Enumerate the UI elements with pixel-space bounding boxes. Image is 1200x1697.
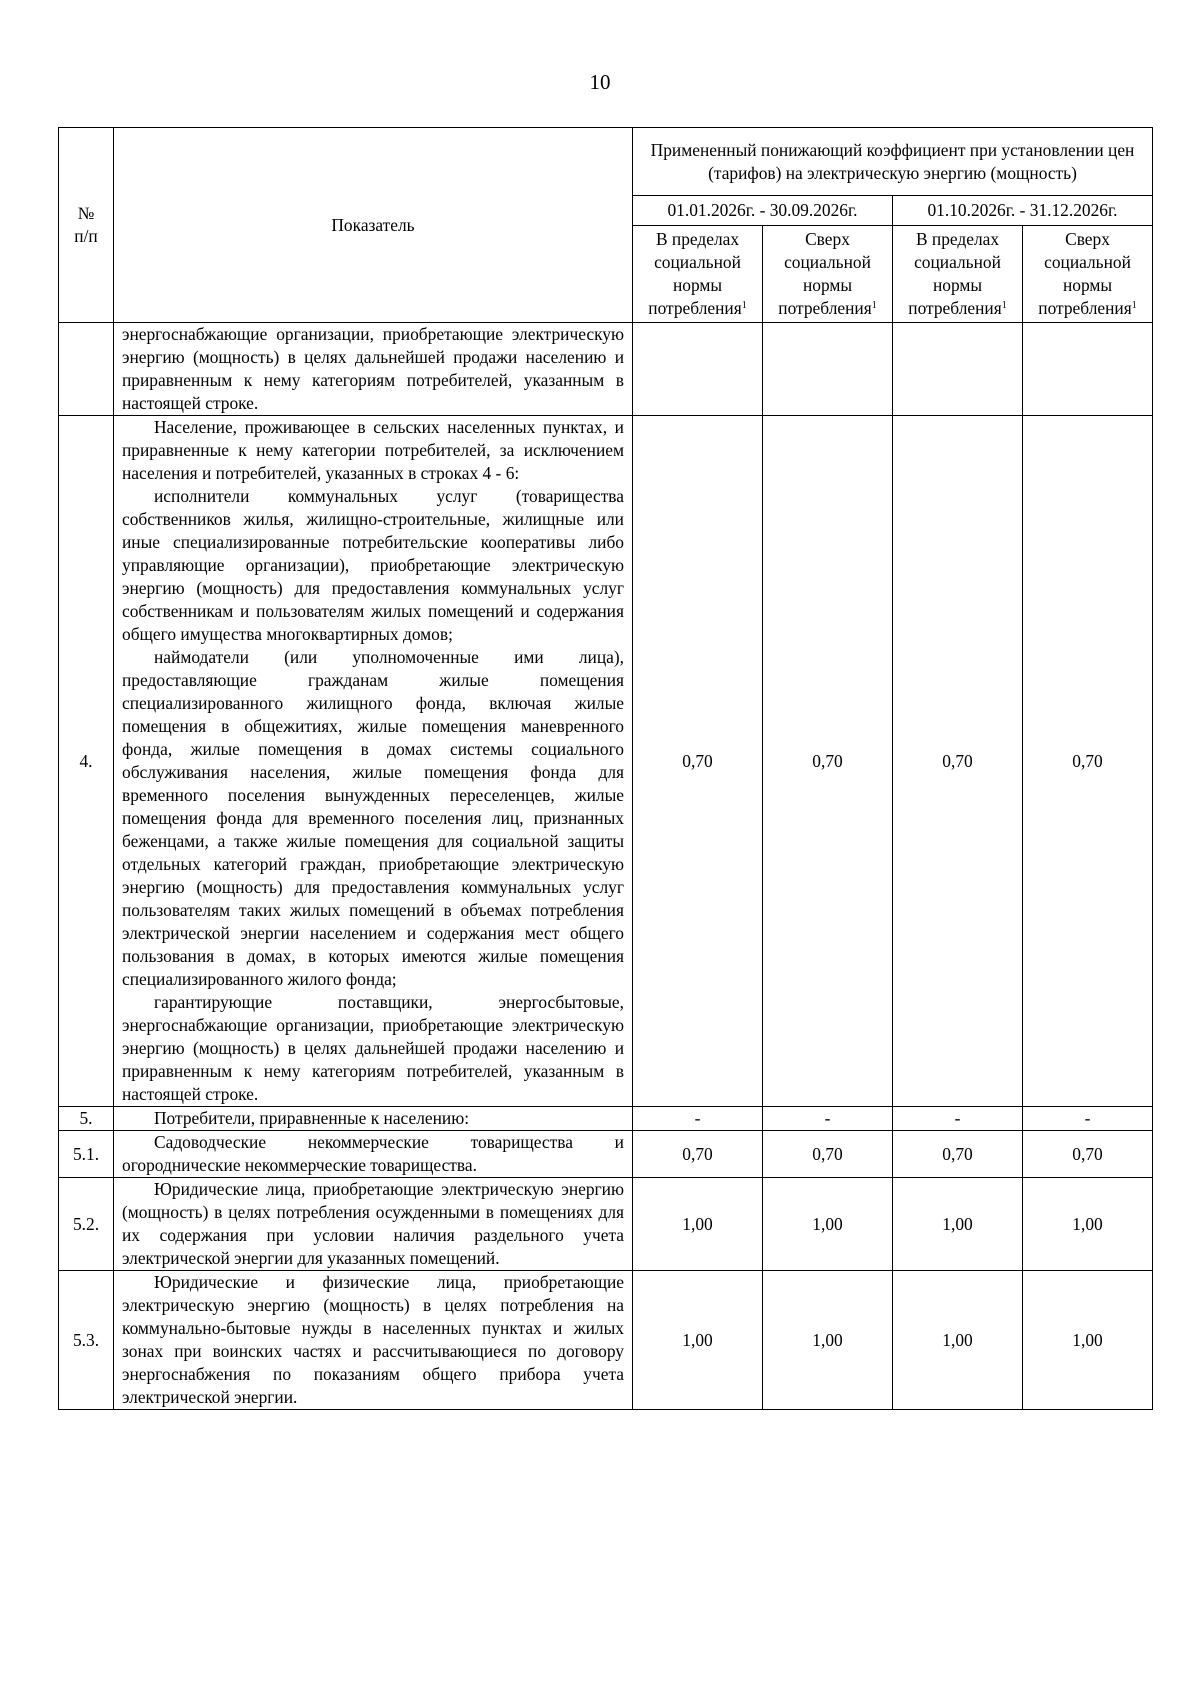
header-num-label: № xyxy=(77,203,95,223)
coefficient-value: - xyxy=(763,1107,893,1131)
table-row xyxy=(59,416,1153,1107)
header-row-1 xyxy=(59,128,1153,196)
description-paragraph: Садоводческие некоммерческие товарищества и огороднические некоммерческие товарищества. xyxy=(122,1132,624,1175)
header-text: потребления xyxy=(648,298,742,318)
coefficient-value: 1,00 xyxy=(763,1271,893,1410)
row-description xyxy=(114,1107,633,1131)
coefficient-value: 1,00 xyxy=(893,1271,1023,1410)
description-paragraph: Население, проживающее в сельских населенных пунктах, и приравненные к нему категории потребителей, за исключением населения и потребителей, указанных в строках 4 - 6: xyxy=(122,417,624,483)
tariff-coefficient-table xyxy=(58,127,1153,1410)
page-number: 10 xyxy=(589,70,611,94)
header-coef-title: Примененный понижающий коэффициент при установлении цен (тарифов) на электрическую энергию (мощность) xyxy=(633,128,1153,196)
row-description xyxy=(114,1271,633,1410)
coefficient-value: 0,70 xyxy=(1023,1131,1153,1178)
header-text: нормы xyxy=(802,275,853,295)
coefficient-value: 1,00 xyxy=(1023,1271,1153,1410)
coefficient-value xyxy=(633,323,763,416)
header-text xyxy=(641,297,754,320)
coefficient-value: - xyxy=(633,1107,763,1131)
header-text: потребления xyxy=(908,298,1002,318)
table-row xyxy=(59,1178,1153,1271)
row-number xyxy=(59,323,114,416)
header-text: В пределах xyxy=(915,229,1000,249)
description-paragraph: наймодатели (или уполномоченные ими лица), предоставляющие гражданам жилые помещения специализированного жилищного фонда, включая жилые помещения в общежитиях, жилые помещения маневренного фонда, жилые помещения в домах системы социального обслуживания населения, жилые помещения фонда для временного поселения вынужденных переселенцев, жилые помещения фонда для временного поселения лиц, признанных беженцами, а также жилые помещения для социальной защиты отдельных категорий граждан, приобретающие электрическую энергию (мощность) для предоставления коммунальных услуг пользователям таких жилых помещений в объемах потребления электрической энергии населением и содержания мест общего пользования в домах, в которых имеются жилые помещения специализированного жилого фонда; xyxy=(122,647,624,989)
header-text: социальной xyxy=(1044,252,1131,272)
coefficient-value: - xyxy=(893,1107,1023,1131)
table-row xyxy=(59,1131,1153,1178)
description-paragraph: энергоснабжающие организации, приобретающие электрическую энергию (мощность) в целях дальнейшей продажи населению и приравненным к нему категориям потребителей, указанным в настоящей строке. xyxy=(122,324,624,413)
footnote-mark: 1 xyxy=(1001,300,1007,311)
coefficient-value: 0,70 xyxy=(1023,416,1153,1107)
description-paragraph: Юридические лица, приобретающие электрическую энергию (мощность) в целях потребления осужденными в помещениях для их содержания при условии наличия раздельного учета электрической энергии для указанных помещений. xyxy=(122,1179,624,1268)
row-number: 4. xyxy=(59,416,114,1107)
coefficient-value: 0,70 xyxy=(893,1131,1023,1178)
coefficient-value: 0,70 xyxy=(893,416,1023,1107)
header-text xyxy=(771,297,884,320)
header-num-cell xyxy=(59,128,114,323)
description-paragraph: Потребители, приравненные к населению: xyxy=(154,1108,470,1128)
footnote-mark: 1 xyxy=(1131,300,1137,311)
header-text: потребления xyxy=(1038,298,1132,318)
coefficient-value xyxy=(1023,323,1153,416)
row-number: 5.1. xyxy=(59,1131,114,1178)
coefficient-value: 1,00 xyxy=(633,1178,763,1271)
table-row xyxy=(59,1271,1153,1410)
description-paragraph: гарантирующие поставщики, энергосбытовые, энергоснабжающие организации, приобретающие электрическую энергию (мощность) в целях дальнейшей продажи населению и приравненным к нему категориям потребителей, указанным в настоящей строке. xyxy=(122,992,624,1104)
coefficient-value: - xyxy=(1023,1107,1153,1131)
header-period-2: 01.10.2026г. - 31.12.2026г. xyxy=(893,196,1153,226)
coefficient-value: 0,70 xyxy=(633,1131,763,1178)
coefficient-value: 1,00 xyxy=(893,1178,1023,1271)
header-text: Сверх xyxy=(805,229,850,249)
coefficient-value: 1,00 xyxy=(763,1178,893,1271)
header-text: В пределах xyxy=(655,229,740,249)
coefficient-value: 0,70 xyxy=(763,416,893,1107)
coefficient-value: 0,70 xyxy=(633,416,763,1107)
header-text xyxy=(901,297,1014,320)
header-text: социальной xyxy=(654,252,741,272)
header-text xyxy=(1031,297,1144,320)
header-above-norm-1 xyxy=(763,226,893,323)
row-number: 5.3. xyxy=(59,1271,114,1410)
header-text: социальной xyxy=(914,252,1001,272)
header-text: нормы xyxy=(1062,275,1113,295)
header-text: потребления xyxy=(778,298,872,318)
coefficient-value xyxy=(763,323,893,416)
coefficient-value: 1,00 xyxy=(1023,1178,1153,1271)
row-number: 5.2. xyxy=(59,1178,114,1271)
coefficient-value: 0,70 xyxy=(763,1131,893,1178)
header-above-norm-2 xyxy=(1023,226,1153,323)
table-row xyxy=(59,1107,1153,1131)
header-text: Сверх xyxy=(1065,229,1110,249)
header-text: нормы xyxy=(672,275,723,295)
header-num-label-sub: п/п xyxy=(74,226,98,246)
footnote-mark: 1 xyxy=(741,300,747,311)
header-within-norm-2 xyxy=(893,226,1023,323)
row-description xyxy=(114,323,633,416)
header-text: социальной xyxy=(784,252,871,272)
row-description xyxy=(114,1178,633,1271)
header-period-1: 01.01.2026г. - 30.09.2026г. xyxy=(633,196,893,226)
header-indicator: Показатель xyxy=(114,128,633,323)
row-number: 5. xyxy=(59,1107,114,1131)
row-description xyxy=(114,416,633,1107)
header-text: нормы xyxy=(932,275,983,295)
row-description xyxy=(114,1131,633,1178)
coefficient-value: 1,00 xyxy=(633,1271,763,1410)
footnote-mark: 1 xyxy=(871,300,877,311)
coefficient-value xyxy=(893,323,1023,416)
header-within-norm-1 xyxy=(633,226,763,323)
description-paragraph: Юридические и физические лица, приобретающие электрическую энергию (мощность) в целях потребления на коммунально-бытовые нужды в населенных пунктах и жилых зонах при воинских частях и рассчитывающиеся по договору энергоснабжения по показаниям общего прибора учета электрической энергии. xyxy=(122,1272,624,1407)
description-paragraph: исполнители коммунальных услуг (товарищества собственников жилья, жилищно-строительные, жилищные или иные специализированные потребительские кооперативы либо управляющие организации), приобретающие электрическую энергию (мощность) для предоставления коммунальных услуг собственникам и пользователям жилых помещений и содержания общего имущества многоквартирных домов; xyxy=(122,486,624,644)
table-row xyxy=(59,323,1153,416)
